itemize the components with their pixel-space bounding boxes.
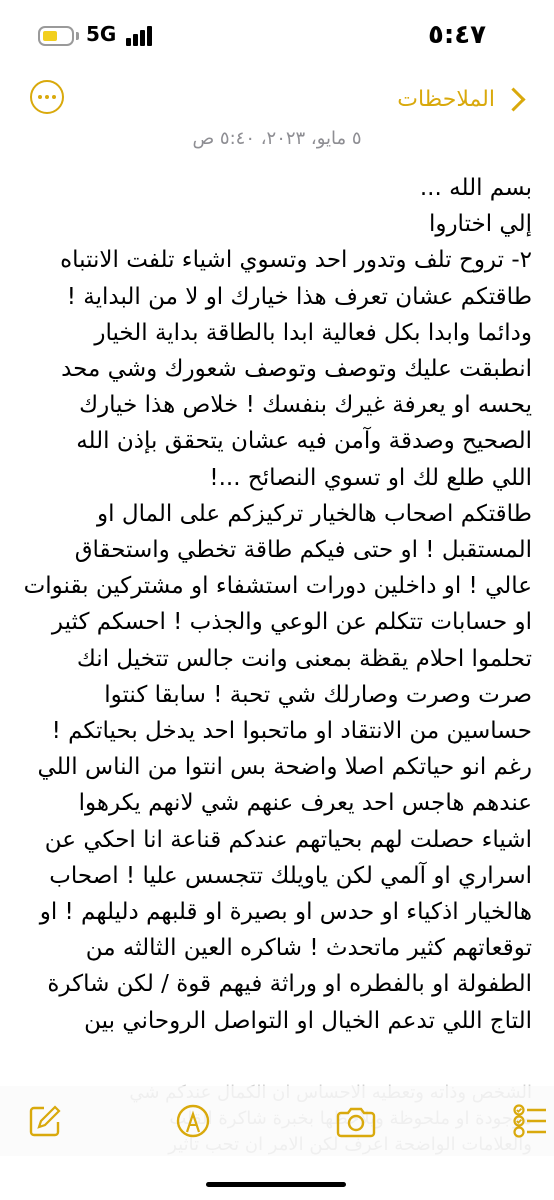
battery-icon <box>38 26 74 46</box>
markup-pen-icon[interactable] <box>176 1104 210 1138</box>
compose-icon[interactable] <box>28 1104 62 1138</box>
chevron-back-icon <box>501 87 525 111</box>
home-indicator <box>206 1182 346 1187</box>
clock-time: ٥:٤٧ <box>427 20 486 50</box>
note-line: إلي اختاروا <box>428 211 532 238</box>
note-line: بسم الله ... <box>419 175 532 201</box>
note-line: حساسين من الانتقاد او ماتحبوا احد يدخل بحياتكم ! <box>51 718 532 745</box>
ellipsis-dot <box>52 95 56 99</box>
nav-bar <box>0 76 554 126</box>
note-line: ودائما وابدا بكل فعالية ابدا بالطاقة بداية الخيار <box>94 319 532 346</box>
note-line: رغم انو حياتكم اصلا واضحة بس انتوا من الناس اللي <box>37 754 532 781</box>
more-options-button[interactable] <box>30 80 64 114</box>
back-label: الملاحظات <box>397 86 495 112</box>
note-line: او حسابات تتكلم عن الوعي والجذب ! احسكم كثير <box>51 609 532 636</box>
note-line: توقعاتهم كثير ماتحدث ! شاكره العين الثالثه من <box>85 935 532 962</box>
signal-icon <box>126 26 154 46</box>
note-line: انطبقت عليك وتوصف وتوصف شعورك وشي محد <box>61 356 532 383</box>
note-line: اشياء حصلت لهم بحياتهم عندكم قناعة انا احكي عن <box>44 826 532 853</box>
note-line: التاج اللي تدعم الخيال او التواصل الروحاني بين <box>84 1007 532 1034</box>
note-line: طاقتكم عشان تعرف هذا خيارك او لا من البداية ! <box>66 283 532 310</box>
note-line: عندهم هاجس احد يعرف عنهم شي لانهم يكرهوا <box>78 790 532 817</box>
note-line: عالي ! او داخلين دورات استشفاء او مشتركين بقنوات <box>23 573 532 600</box>
note-line: الطفولة او بالفطره او وراثة فيهم قوة / لكن شاكرة <box>47 971 532 998</box>
note-line: المستقبل ! او حتى فيكم طاقة تخطي واستحقاق <box>74 537 532 564</box>
camera-icon[interactable] <box>336 1104 376 1138</box>
note-line: صرت وصرت وصارلك شي تحبة ! سابقا كنتوا <box>104 681 532 708</box>
ellipsis-dot <box>45 95 49 99</box>
network-type: 5G <box>86 22 117 46</box>
bottom-toolbar <box>0 1086 554 1156</box>
note-line: تحلموا احلام يقظة بمعنى وانت جالس تتخيل انك <box>76 645 532 672</box>
note-line: طاقتكم اصحاب هالخيار تركيزكم على المال او <box>97 500 532 527</box>
ellipsis-circle-icon <box>38 95 42 99</box>
battery-tip <box>76 32 79 40</box>
checklist-icon[interactable] <box>513 1104 547 1138</box>
note-body[interactable] <box>22 170 532 1080</box>
status-bar <box>0 0 554 74</box>
note-line: الصحيح وصدقة وآمن فيه عشان يتحقق بإذن الله <box>76 428 532 455</box>
back-button[interactable] <box>397 82 526 116</box>
note-line: يحسه او يعرفة غيرك بنفسك ! خلاص هذا خيارك <box>79 392 532 419</box>
note-line: اسراري او آلمي لكن ياويلك تتجسس عليا ! اصحاب <box>49 862 532 889</box>
note-line: هالخيار اذكياء او حدس او بصيرة او قلبهم دليلهم ! او <box>39 899 532 926</box>
note-date: ٥ مايو، ٢٠٢٣، ٥:٤٠ ص <box>192 128 362 149</box>
note-line: ٢- تروح تلف وتدور احد وتسوي اشياء تلفت الانتباه <box>60 247 532 274</box>
note-line: اللي طلع لك او تسوي النصائح ...! <box>209 464 532 491</box>
